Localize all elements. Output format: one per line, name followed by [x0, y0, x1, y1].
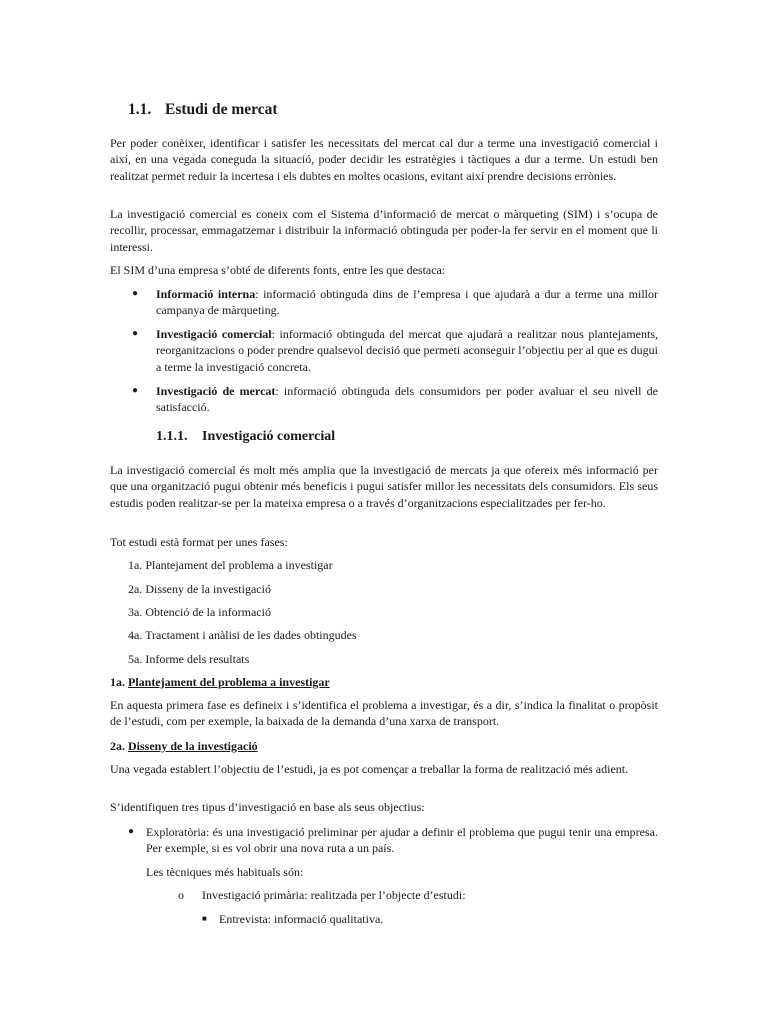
step2-heading	[110, 738, 258, 754]
subsection-paragraph-2: Tot estudi està format per unes fases:	[110, 535, 288, 549]
phase-item: 1a. Plantejament del problema a investigar	[128, 558, 333, 572]
step1-paragraph: En aquesta primera fase es defineix i s’identifica el problema a investigar, és a dir, s’indica la finalitat o propòsit de l’estudi, com per exemple, la baixada de la demanda d’una xarxa de transport.	[110, 698, 658, 729]
bullet-dot: ●	[132, 328, 139, 339]
source-term: Investigació de mercat	[156, 384, 276, 398]
bullet-dot: ●	[132, 288, 139, 299]
source-text: : informació obtinguda dins de l’empresa i que ajudarà a dur a terme una millor campanya de màrqueting.	[156, 287, 658, 318]
bullet-dot: ●	[132, 385, 139, 396]
step2-paragraph-1: Una vegada establert l’objectiu de l’estudi, ja es pot començar a treballar la forma de realització més adient.	[110, 762, 629, 776]
intro-paragraph-3: El SIM d’una empresa s’obté de diferents fonts, entre les que destaca:	[110, 263, 446, 277]
subsection-title: Investigació comercial	[202, 429, 336, 444]
source-text: : informació obtinguda dels consumidors per poder avaluar el seu nivell de satisfacció.	[156, 384, 658, 415]
section-number: 1.1.	[128, 101, 152, 118]
primary-research-item: Investigació primària: realitzada per l’objecte d’estudi:	[202, 888, 466, 902]
source-text: : informació obtinguda del mercat que ajudarà a realitzar nous plantejaments, reorganitzacions o poder prendre qualsevol decisió que permeti aconseguir l’objectiu per al que es dugui a terme la investigació concreta.	[156, 327, 658, 374]
subsection-number: 1.1.1.	[156, 429, 188, 444]
source-term: Informació interna	[156, 287, 256, 301]
techniques-label: Les tècniques més habituals són:	[146, 865, 304, 879]
interview-item: Entrevista: informació qualitativa.	[219, 912, 384, 926]
source-item-market	[156, 383, 658, 416]
bullet-dot: ●	[128, 826, 135, 837]
step2-prefix: 2a.	[110, 739, 128, 753]
step1-title: Plantejament del problema a investigar	[128, 675, 330, 689]
step2-paragraph-2: S’identifiquen tres tipus d’investigació en base als seus objectius:	[110, 800, 425, 814]
sub-bullet-mark: o	[178, 888, 184, 902]
intro-paragraph-1: Per poder conèixer, identificar i satisfer les necessitats del mercat cal dur a terme una investigació comercial i així, en una vegada coneguda la situació, poder decidir les estratègies i tàctiques a dur a terme. Un estudi ben realitzat permet reduir la incertesa i els dubtes en moltes ocasions, evitant així prendre decisions errònies.	[110, 136, 658, 183]
exploratory-item: Exploratòria: és una investigació preliminar per ajudar a definir el problema que pugui tenir una empresa. Per exemple, si es vol obrir una nova ruta a un país.	[146, 825, 658, 856]
step1-prefix: 1a.	[110, 675, 128, 689]
section-heading	[128, 101, 278, 119]
square-bullet-icon: ■	[202, 914, 207, 923]
subsection-paragraph-1: La investigació comercial és molt més amplia que la investigació de mercats ja que ofereix més informació per que una organització pugui obtenir més beneficis i pugui satisfer millor les necessitats dels consumidors. Els seus estudis poden realitzar-se per la mateixa empresa o a través d’organitzacions especialitzades per fer-ho.	[110, 463, 658, 510]
step2-title: Disseny de la investigació	[128, 739, 258, 753]
subsection-heading	[156, 429, 335, 445]
source-item-commercial	[156, 326, 658, 375]
phase-item: 2a. Disseny de la investigació	[128, 582, 271, 596]
intro-paragraph-2: La investigació comercial es coneix com el Sistema d’informació de mercat o màrqueting (SIM) i s’ocupa de recollir, processar, emmagatzemar i distribuir la informació obtinguda per poder-la fer servir en el moment que li interessi.	[110, 207, 658, 254]
phase-item: 5a. Informe dels resultats	[128, 652, 250, 666]
section-title: Estudi de mercat	[165, 101, 278, 118]
phase-item: 3a. Obtenció de la informació	[128, 605, 271, 619]
step1-heading	[110, 674, 330, 690]
phase-item: 4a. Tractament i anàlisi de les dades obtingudes	[128, 628, 357, 642]
source-item-internal	[156, 286, 658, 319]
source-term: Investigació comercial	[156, 327, 272, 341]
